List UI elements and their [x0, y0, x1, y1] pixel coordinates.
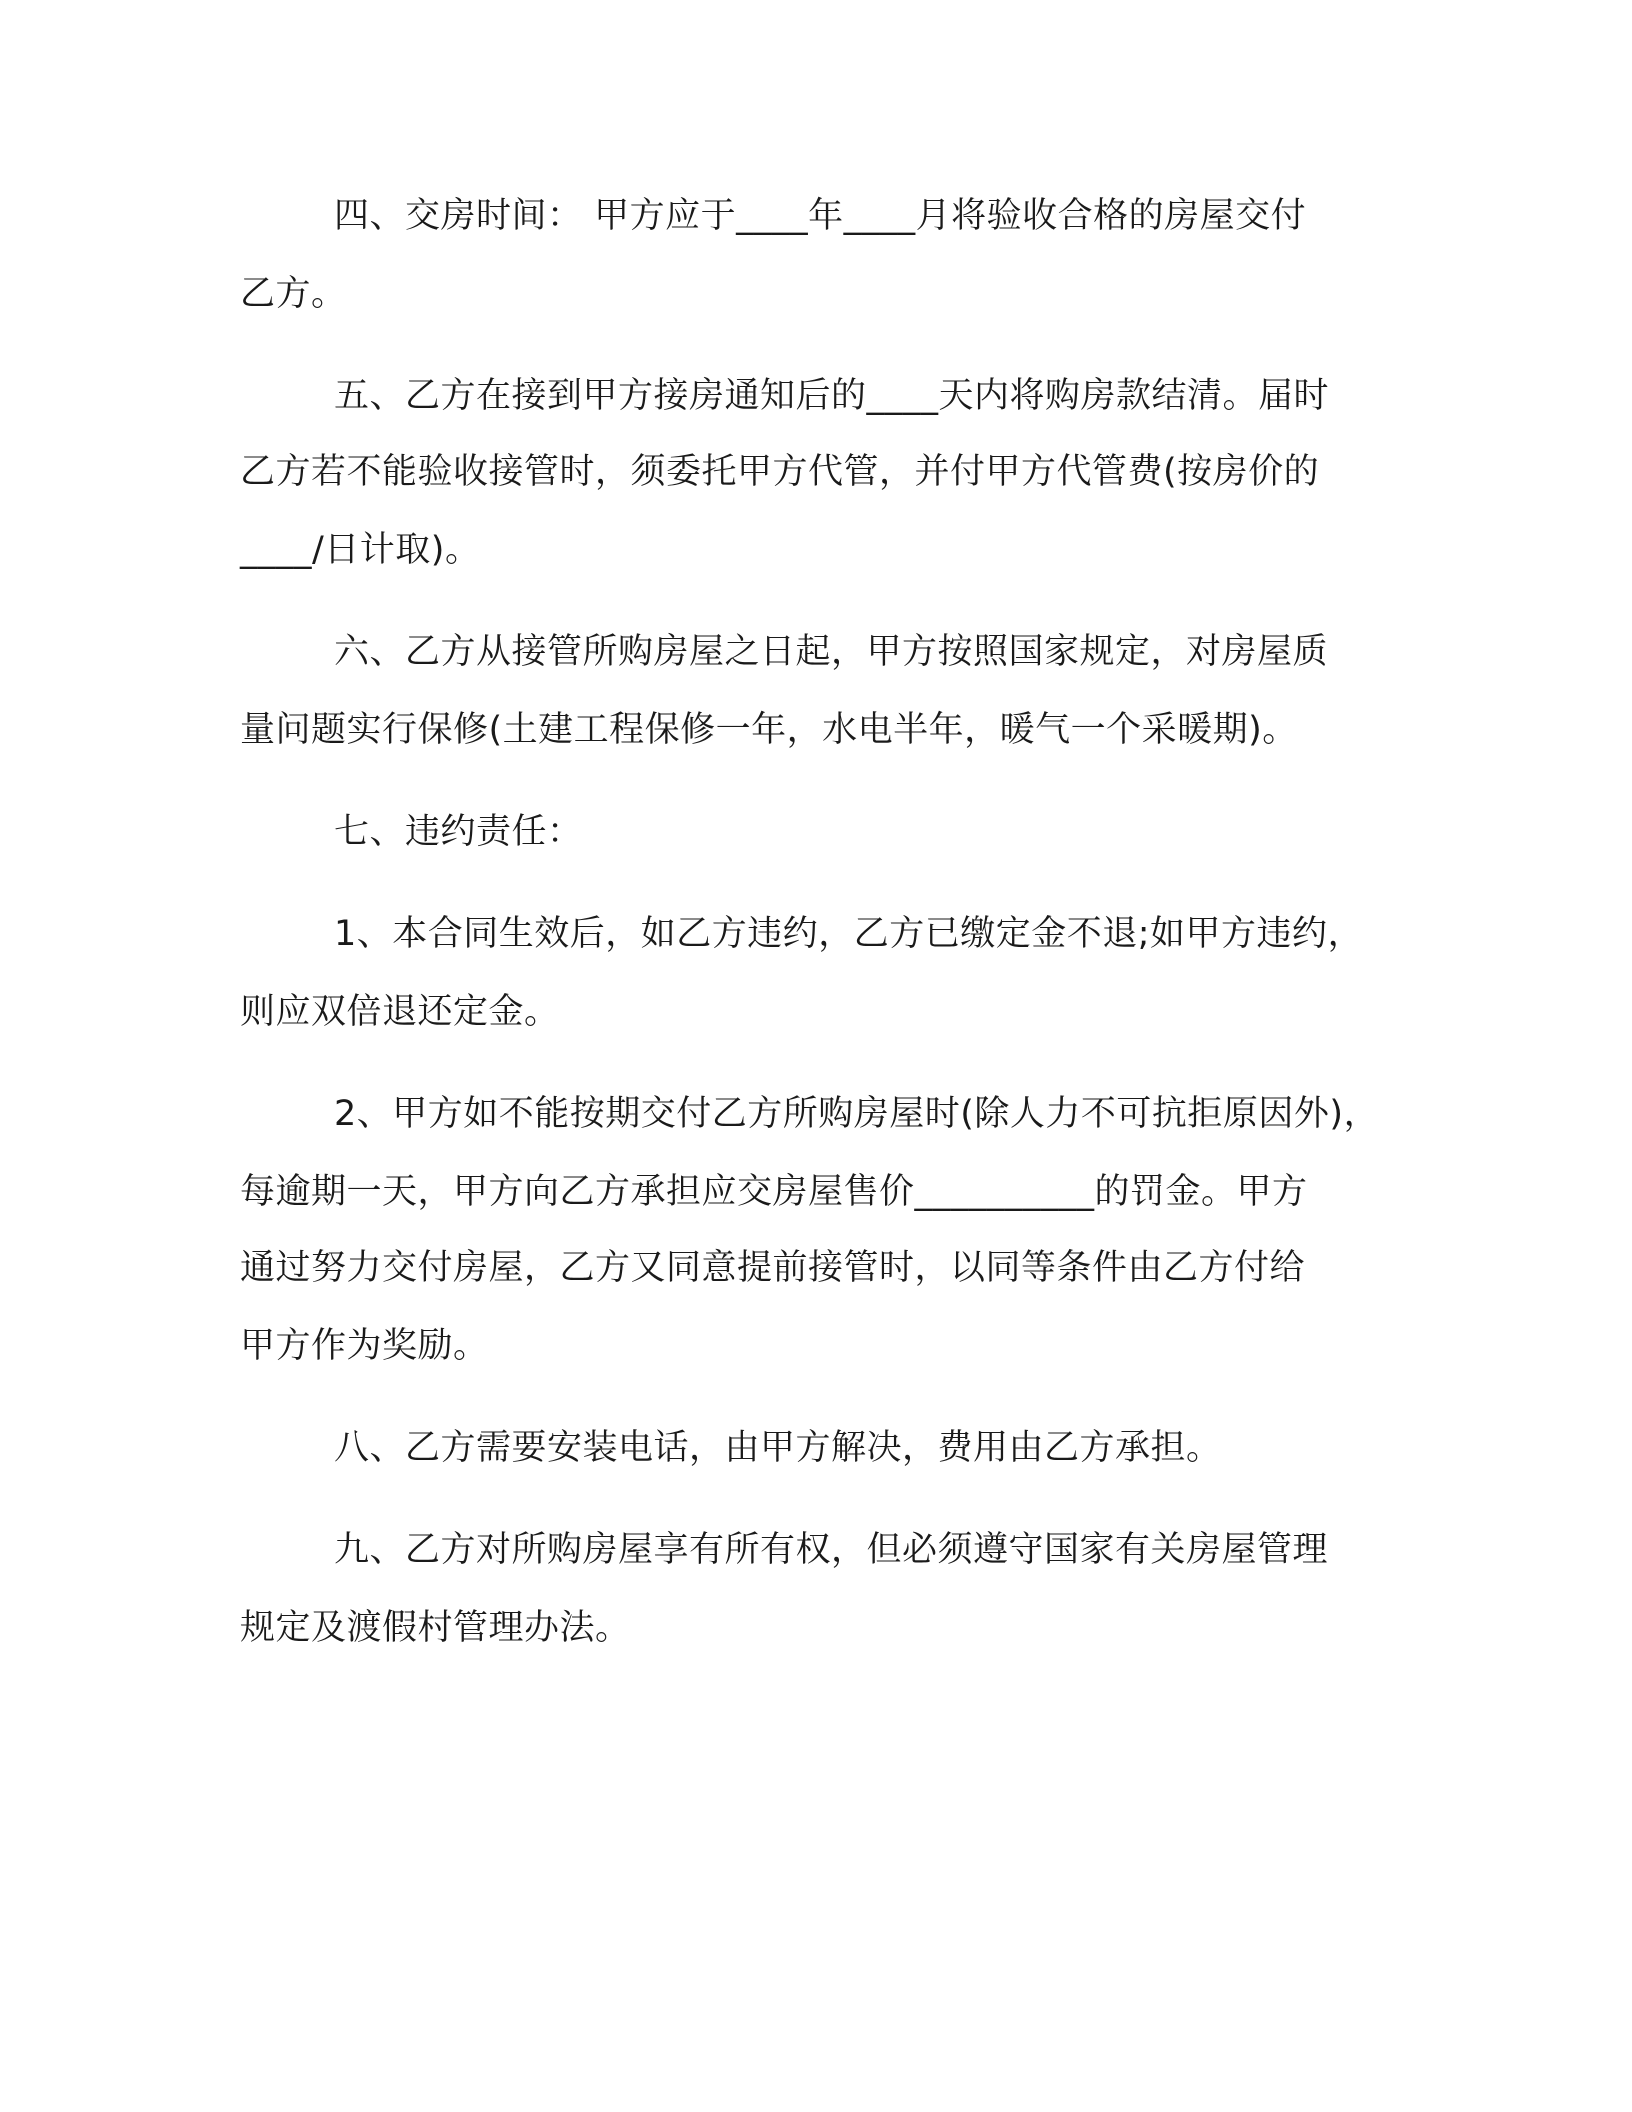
clause-7-item-2-line-4: 甲方作为奖励。 — [240, 1326, 489, 1366]
clause-7-item-2-line-1: 2、甲方如不能按期交付乙方所购房屋时(除人力不可抗拒原因外)， — [334, 1094, 1380, 1134]
clause-8-line-1: 八、乙方需要安装电话，由甲方解决，费用由乙方承担。 — [334, 1428, 1222, 1468]
clause-9-line-1: 九、乙方对所购房屋享有所有权，但必须遵守国家有关房屋管理 — [334, 1530, 1329, 1570]
clause-6-line-2: 量问题实行保修(土建工程保修一年，水电半年，暖气一个采暖期)。 — [240, 710, 1298, 750]
clause-5-line-3: ____/日计取)。 — [240, 530, 481, 570]
clause-4-line-1: 四、交房时间： 甲方应于____年____月将验收合格的房屋交付 — [334, 196, 1307, 236]
clause-7-item-2-line-3: 通过努力交付房屋，乙方又同意提前接管时，以同等条件由乙方付给 — [240, 1248, 1306, 1288]
clause-4-line-2: 乙方。 — [240, 274, 347, 314]
clause-7-heading: 七、违约责任： — [334, 812, 583, 852]
clause-5-line-2: 乙方若不能验收接管时，须委托甲方代管，并付甲方代管费(按房价的 — [240, 452, 1320, 492]
clause-6-line-1: 六、乙方从接管所购房屋之日起，甲方按照国家规定，对房屋质 — [334, 632, 1329, 672]
clause-9-line-2: 规定及渡假村管理办法。 — [240, 1608, 631, 1648]
clause-7-item-1-line-2: 则应双倍退还定金。 — [240, 992, 560, 1032]
clause-7-item-2-line-2: 每逾期一天，甲方向乙方承担应交房屋售价__________的罚金。甲方 — [240, 1172, 1308, 1212]
clause-5-line-1: 五、乙方在接到甲方接房通知后的____天内将购房款结清。届时 — [334, 376, 1330, 416]
clause-7-item-1-line-1: 1、本合同生效后，如乙方违约，乙方已缴定金不退;如甲方违约， — [334, 914, 1364, 954]
